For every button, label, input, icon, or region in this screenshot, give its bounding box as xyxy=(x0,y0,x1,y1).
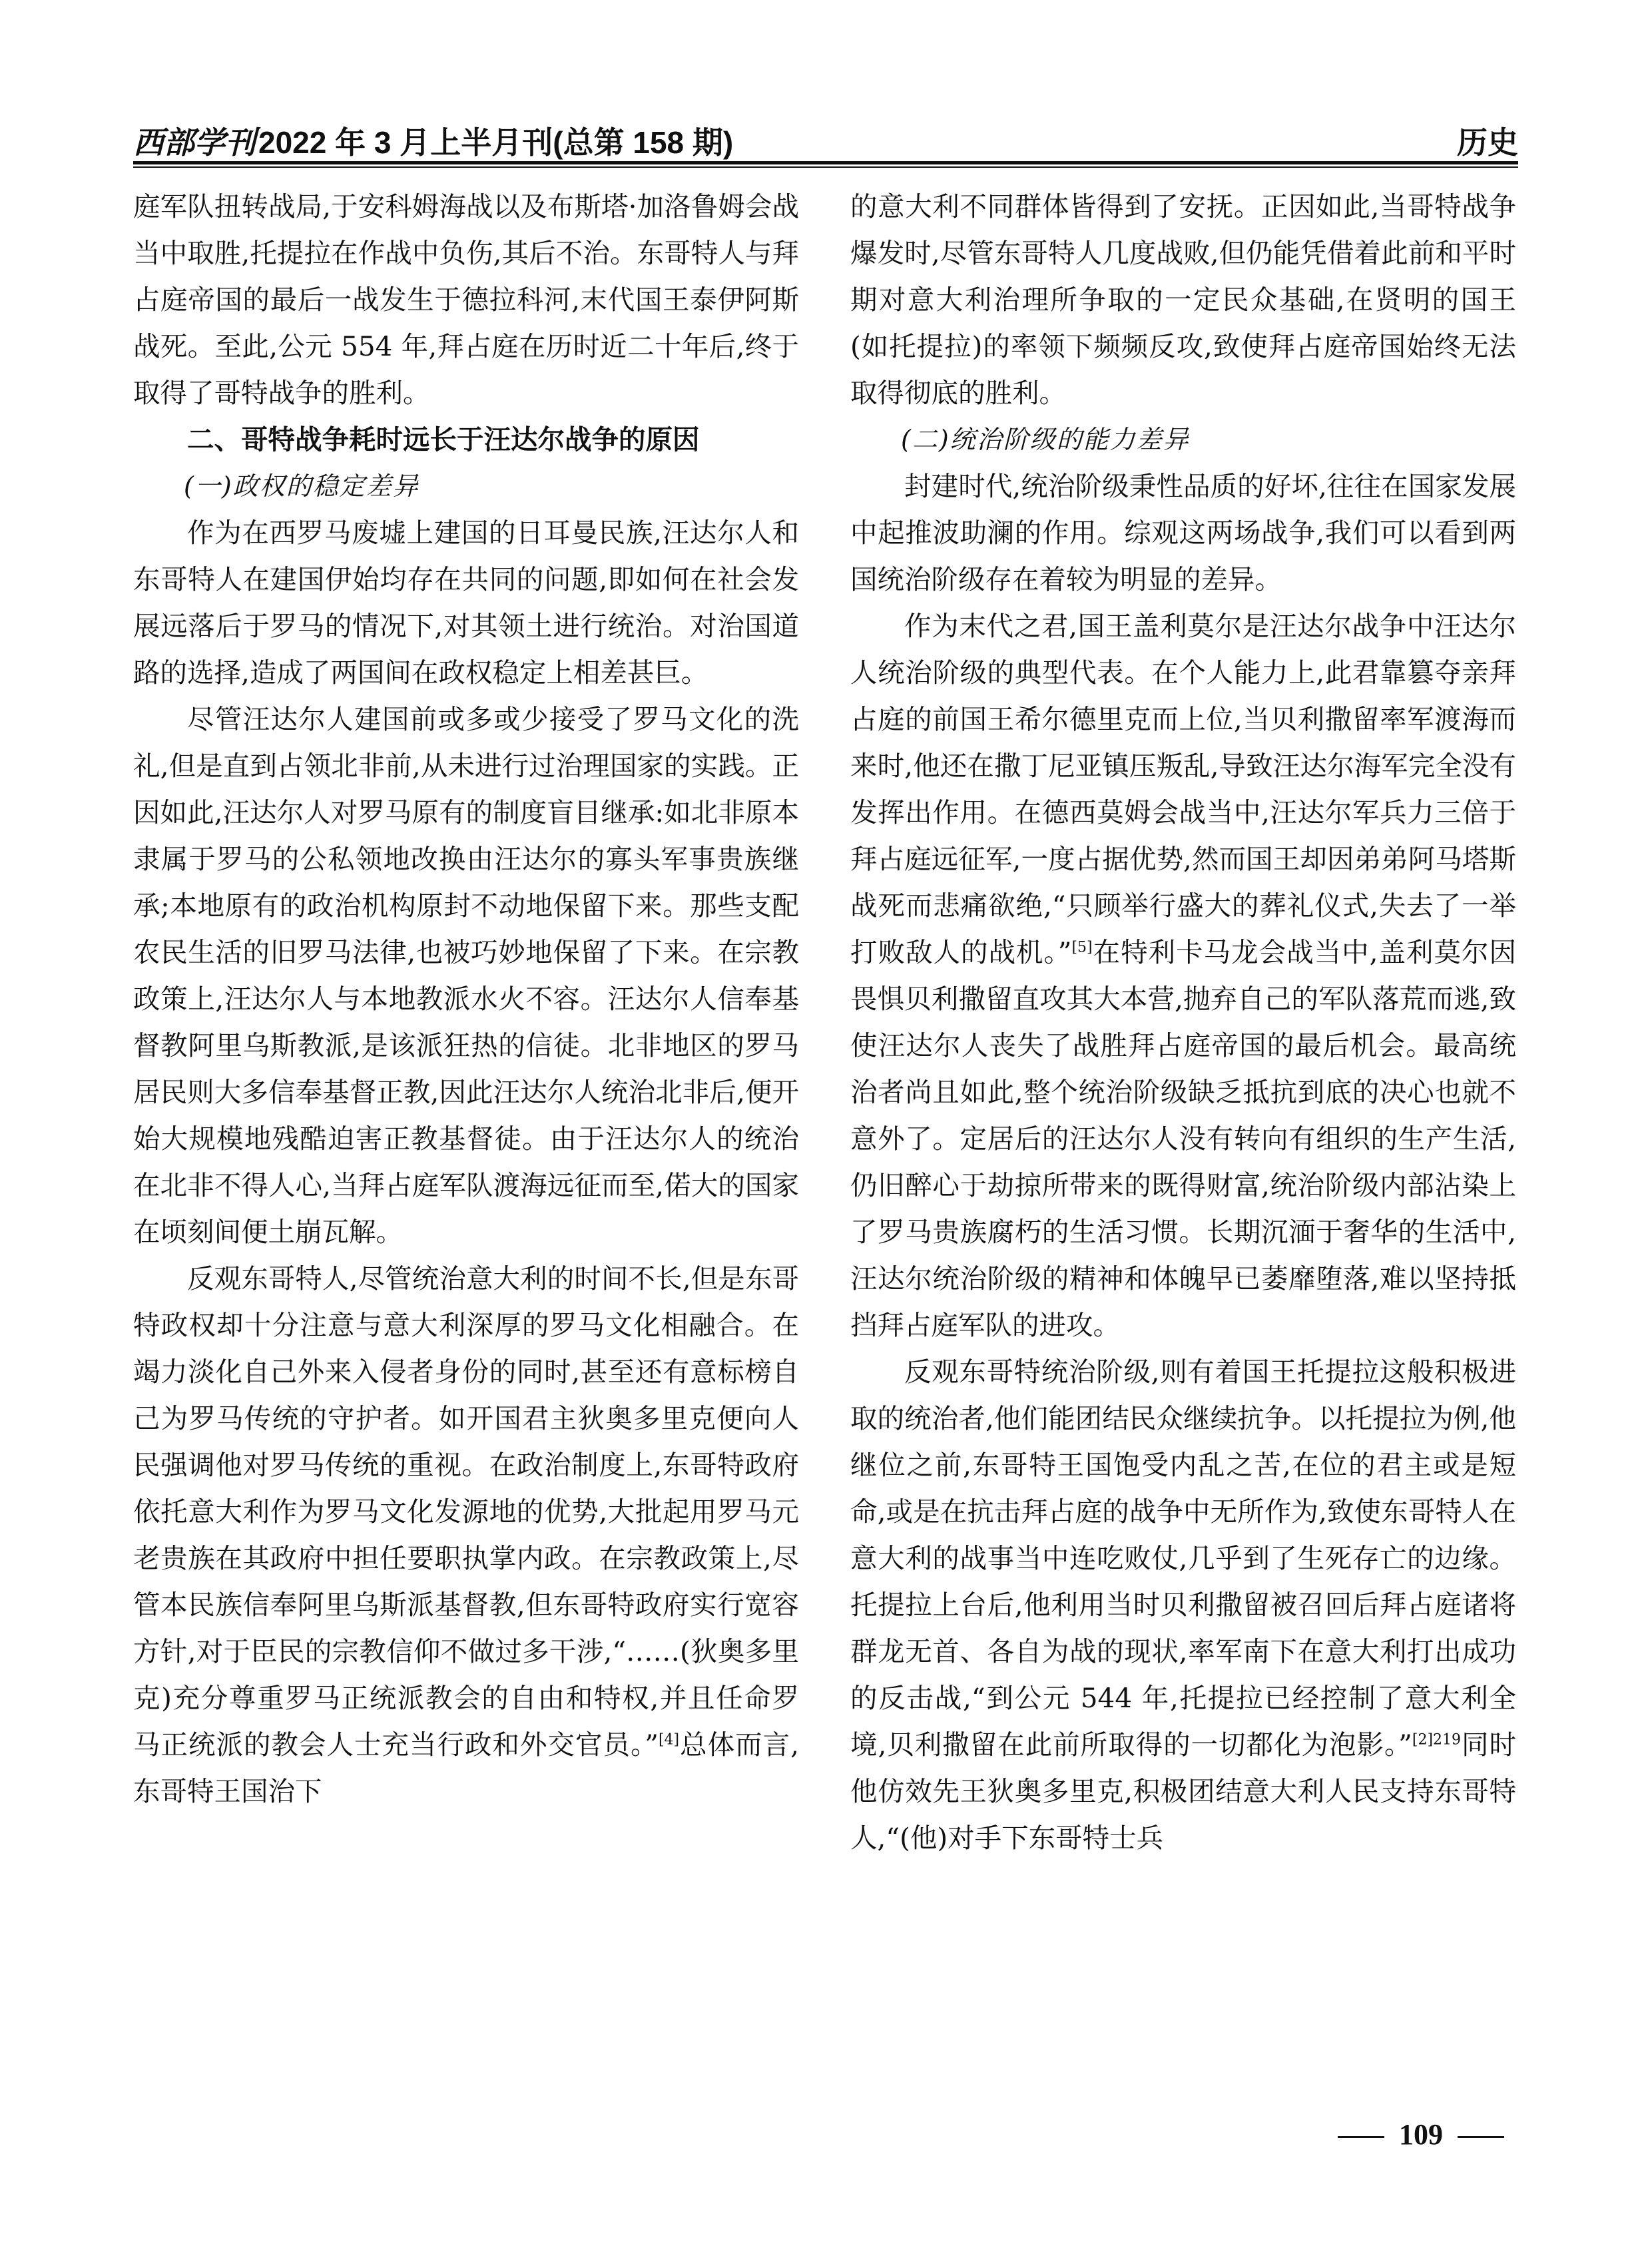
paragraph: 作为在西罗马废墟上建国的日耳曼民族,汪达尔人和东哥特人在建国伊始均存在共同的问题,即如何在社会发展远落后于罗马的情况下,对其领土进行统治。对治国道路的选择,造成了两国间在政权稳定上相差甚巨。 xyxy=(133,517,799,689)
subsection-heading: (二)统治阶级的能力差异 xyxy=(901,425,1190,454)
paragraph: 的意大利不同群体皆得到了安抚。正因如此,当哥特战争爆发时,尽管东哥特人几度战败,但仍能凭借着此前和平时期对意大利治理所争取的一定民众基础,在贤明的国王(如托提拉)的率领下频频反攻,致使拜占庭帝国始终无法取得彻底的胜利。 xyxy=(850,190,1516,409)
journal-info xyxy=(133,119,733,162)
issue-info: 2022 年 3 月上半月刊(总第 158 期) xyxy=(258,125,734,160)
section-label: 历史 xyxy=(1457,125,1518,160)
right-column xyxy=(850,183,1516,2107)
footer-dash-right xyxy=(1458,2136,1504,2138)
paragraph-text: 反观东哥特人,尽管统治意大利的时间不长,但是东哥特政权却十分注意与意大利深厚的罗马文化相融合。在竭力淡化自己外来入侵者身份的同时,甚至还有意标榜自己为罗马传统的守护者。如开国君主狄奥多里克便向人民强调他对罗马传统的重视。在政治制度上,东哥特政府依托意大利作为罗马文化发源地的优势,大批起用罗马元老贵族在其政府中担任要职执掌内政。在宗教政策上,尽管本民族信奉阿里乌斯派基督教,但东哥特政府实行宽容方针,对于臣民的宗教信仰不做过多干涉,“……(狄奥多里克)充分尊重罗马正统派教会的自由和特权,并且任命罗马正统派的教会人士充当行政和外交官员。” xyxy=(133,1262,799,1761)
paragraph-text: 总体而言,东哥特王国治下 xyxy=(133,1729,799,1807)
paragraph-text: 反观东哥特统治阶级,则有着国王托提拉这般积极进取的统治者,他们能团结民众继续抗争。以托提拉为例,他继位之前,东哥特王国饱受内乱之苦,在位的君主或是短命,或是在抗击拜占庭的战争中无所作为,致使东哥特人在意大利的战事当中连吃败仗,几乎到了生死存亡的边缘。托提拉上台后,他利用当时贝利撒留被召回后拜占庭诸将群龙无首、各自为战的现状,率军南下在意大利打出成功的反击战,“到公元 544 年,托提拉已经控制了意大利全境,贝利撒留在此前所取得的一切都化为泡影。” xyxy=(850,1356,1516,1761)
paragraph: 尽管汪达尔人建国前或多或少接受了罗马文化的洗礼,但是直到占领北非前,从未进行过治理国家的实践。正因如此,汪达尔人对罗马原有的制度盲目继承:如北非原本隶属于罗马的公私领地改换由汪达尔的寡头军事贵族继承;本地原有的政治机构原封不动地保留下来。那些支配农民生活的旧罗马法律,也被巧妙地保留了下来。在宗教政策上,汪达尔人与本地教派水火不容。汪达尔人信奉基督教阿里乌斯教派,是该派狂热的信徒。北非地区的罗马居民则大多信奉基督正教,因此汪达尔人统治北非后,便开始大规模地残酷迫害正教基督徒。由于汪达尔人的统治在北非不得人心,当拜占庭军队渡海远征而至,偌大的国家在顷刻间便土崩瓦解。 xyxy=(133,703,799,1248)
footer-dash-left xyxy=(1338,2136,1384,2138)
paragraph: 封建时代,统治阶级秉性品质的好坏,往往在国家发展中起推波助澜的作用。综观这两场战争,我们可以看到两国统治阶级存在着较为明显的差异。 xyxy=(850,470,1516,595)
paragraph: 庭军队扭转战局,于安科姆海战以及布斯塔·加洛鲁姆会战当中取胜,托提拉在作战中负伤,其后不治。东哥特人与拜占庭帝国的最后一战发生于德拉科河,末代国王泰伊阿斯战死。至此,公元 554 年,拜占庭在历时近二十年后,终于取得了哥特战争的胜利。 xyxy=(133,190,799,409)
section-heading: 二、哥特战争耗时远长于汪达尔战争的原因 xyxy=(187,424,700,455)
citation-ref: [2]219 xyxy=(1412,1731,1462,1749)
page-header xyxy=(133,113,1518,166)
page-number: 109 xyxy=(1399,2118,1443,2151)
header-rule-thin xyxy=(133,166,1518,168)
paragraph xyxy=(133,1255,799,1815)
journal-logo: 西部学刊 xyxy=(133,125,256,160)
subsection-heading: (一)政权的稳定差异 xyxy=(184,471,419,501)
citation-ref: [4] xyxy=(658,1731,680,1749)
paragraph-text: 同时他仿效先王狄奥多里克,积极团结意大利人民支持东哥特人,“(他)对手下东哥特士兵 xyxy=(850,1729,1516,1854)
citation-ref: [5] xyxy=(1071,939,1093,956)
page-footer xyxy=(1323,2117,1519,2151)
paragraph xyxy=(850,603,1516,1348)
paragraph xyxy=(850,1348,1516,1861)
paragraph-text: 在特利卡马龙会战当中,盖利莫尔因畏惧贝利撒留直攻其大本营,抛弃自己的军队落荒而逃,致使汪达尔人丧失了战胜拜占庭帝国的最后机会。最高统治者尚且如此,整个统治阶级缺乏抵抗到底的决心也就不意外了。定居后的汪达尔人没有转向有组织的生产生活,仍旧醉心于劫掠所带来的既得财富,统治阶级内部沾染上了罗马贵族腐朽的生活习惯。长期沉湎于奢华的生活中,汪达尔统治阶级的精神和体魄早已萎靡堕落,难以坚持抵挡拜占庭军队的进攻。 xyxy=(850,936,1516,1341)
left-column xyxy=(133,183,799,2107)
paragraph-text: 作为末代之君,国王盖利莫尔是汪达尔战争中汪达尔人统治阶级的典型代表。在个人能力上,此君靠篡夺亲拜占庭的前国王希尔德里克而上位,当贝利撒留率军渡海而来时,他还在撒丁尼亚镇压叛乱,导致汪达尔海军完全没有发挥出作用。在德西莫姆会战当中,汪达尔军兵力三倍于拜占庭远征军,一度占据优势,然而国王却因弟弟阿马塔斯战死而悲痛欲绝,“只顾举行盛大的葬礼仪式,失去了一举打败敌人的战机。” xyxy=(850,610,1516,968)
header-rule-thick xyxy=(133,161,1518,164)
